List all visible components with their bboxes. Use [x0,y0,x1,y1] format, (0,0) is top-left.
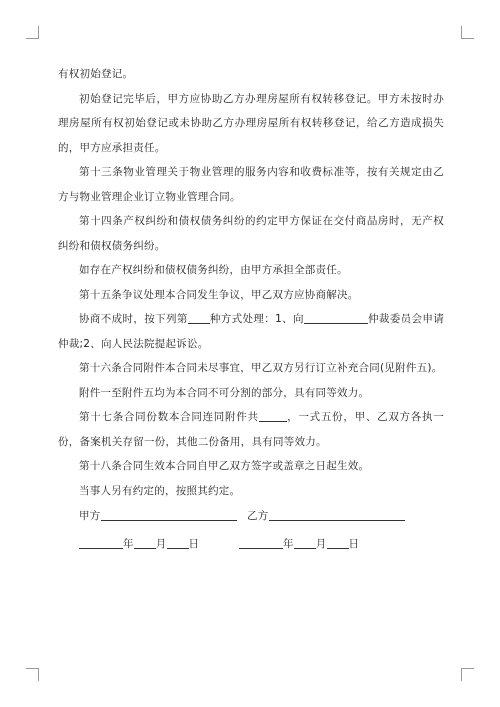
party-b-year-label: 年 [283,537,294,550]
arbitration-text-3: 仲裁委员会申请仲裁;2、向人民法院提起诉讼。 [58,313,445,350]
party-b-label: 乙方 [247,509,269,522]
paragraph-arbitration-choice [58,307,444,356]
party-a-date [79,532,239,557]
paragraph-transfer-registration: 初始登记完毕后，甲方应协助乙方办理房屋所有权转移登记。甲方未按时办理房屋所有权初始登记或未协助乙方办理房屋所有权转移登记，给乙方造成损失的，甲方应承担责任。 [58,92,444,154]
party-b-month-blank [294,535,316,549]
party-a-label: 甲方 [79,509,101,522]
party-a-month-label: 月 [155,537,167,550]
arbitration-commission-blank [304,310,368,324]
paragraph-article-15-dispute-resolution: 第十五条争议处理本合同发生争议，甲乙双方应协商解决。 [79,288,359,301]
party-b-date [239,532,419,557]
party-b-day-blank [327,535,349,549]
copies-text-1: 第十七条合同份数本合同连同附件共 [79,411,259,423]
paragraph-attachments-validity: 附件一至附件五均为本合同不可分割的部分，具有同等效力。 [79,386,370,399]
paragraph-article-16-attachments: 第十六条合同附件本合同未尽事宜，甲乙双方另行订立补充合同(见附件五)。 [79,362,443,374]
method-number-blank [188,310,210,324]
crop-mark-top-right [461,26,474,39]
party-a-signature [79,504,247,529]
party-a-year-label: 年 [123,537,134,550]
party-b-signature-blank [269,507,405,521]
contract-body [58,62,444,559]
crop-mark-top-left [26,26,39,39]
paragraph-article-14-disputes: 第十四条产权纠纷和债权债务纠纷的约定甲方保证在交付商品房时，无产权纠纷和债权债务纠纷。 [58,215,444,252]
party-a-day-blank [167,535,189,549]
party-b-month-label: 月 [315,537,327,550]
paragraph-liability: 如存在产权纠纷和债权债务纠纷，由甲方承担全部责任。 [79,264,348,276]
copies-text-2: ，一式五份，甲、乙双方各执一份，备案机关存留一份，其他二份备用，具有同等效力。 [58,411,445,448]
paragraph-article-17-copies [58,405,444,454]
party-b-year-blank [239,535,283,549]
paragraph-article-13-property-management: 第十三条物业管理关于物业管理的服务内容和收费标准等，按有关规定由乙方与物业管理企业订立物业管理合同。 [58,166,444,203]
party-a-signature-blank [101,507,237,521]
arbitration-text-2: 种方式处理：1、向 [209,313,304,325]
paragraph-initial-registration-tail: 有权初始登记。 [58,68,134,80]
crop-mark-bottom-left [26,668,39,681]
date-row [79,529,444,559]
crop-mark-bottom-right [461,668,474,681]
paragraph-other-agreement: 当事人另有约定的，按照其约定。 [79,484,241,497]
paragraph-article-18-effectiveness: 第十八条合同生效本合同自甲乙双方签字或盖章之日起生效。 [79,460,370,472]
arbitration-text-1: 协商不成时，按下列第 [79,313,188,325]
page-count-blank [259,408,287,422]
party-b-signature [247,504,427,529]
signature-row [79,503,444,529]
party-a-year-blank [79,535,123,549]
party-a-day-label: 日 [188,537,200,550]
party-a-month-blank [134,535,156,549]
party-b-day-label: 日 [348,537,360,550]
